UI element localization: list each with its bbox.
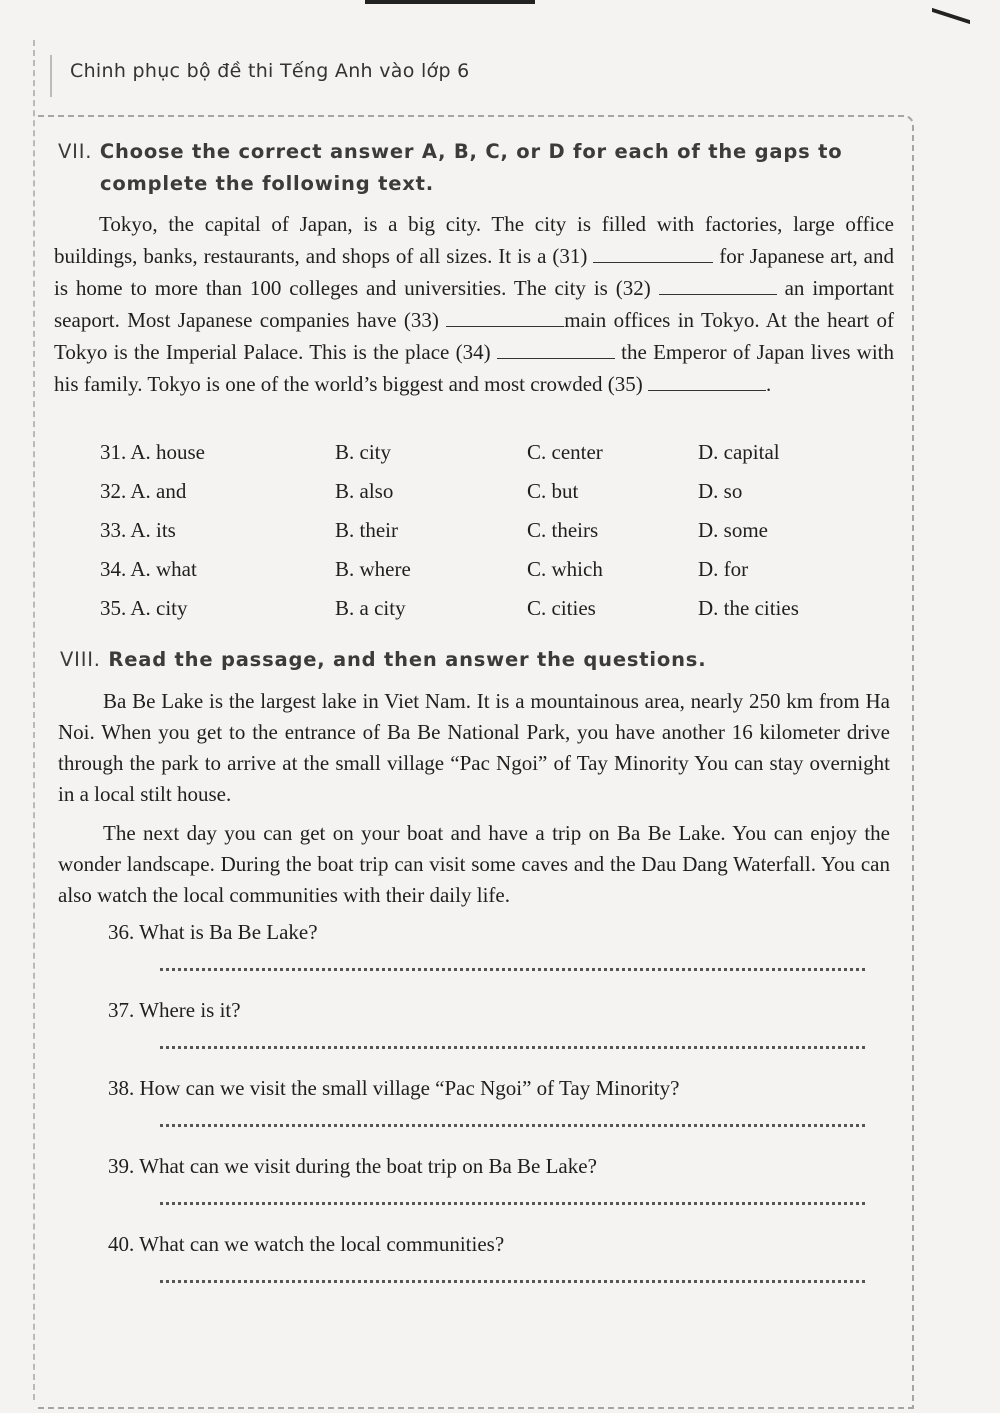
options-row-33 xyxy=(100,518,900,557)
option-a[interactable]: 32. A. and xyxy=(100,479,187,503)
option-b[interactable]: B. where xyxy=(335,557,411,581)
corner-mark xyxy=(932,0,970,24)
passage-paragraph-1: Ba Be Lake is the largest lake in Viet Nam. It is a mountainous area, nearly 250 km from Ha Noi. When you get to the entrance of Ba Be National Park, you have another 16 kilometer drive through the park to arrive at the small village “Pac Ngoi” of Tay Minority You can stay overnight in a local stilt house. xyxy=(58,689,890,806)
question-36 xyxy=(108,920,868,998)
question-39 xyxy=(108,1154,868,1232)
option-d[interactable]: D. so xyxy=(698,479,743,503)
gap-32[interactable] xyxy=(659,276,777,295)
gap-33[interactable] xyxy=(446,308,564,327)
gap-34[interactable] xyxy=(497,340,615,359)
answer-options xyxy=(100,440,900,635)
question-40 xyxy=(108,1232,868,1310)
option-d[interactable]: D. some xyxy=(698,518,768,542)
answer-line[interactable] xyxy=(160,1266,865,1283)
header-divider xyxy=(50,55,52,97)
option-b[interactable]: B. city xyxy=(335,440,391,464)
option-d[interactable]: D. the cities xyxy=(698,596,799,620)
page-top-mark xyxy=(365,0,535,4)
passage-text: Tokyo, the capital of Japan, is a big city. The city is filled with factories, large office buildings, banks, restaurants, and shops of all sizes. It is a (31) xyxy=(54,212,894,268)
answer-line[interactable] xyxy=(160,1110,865,1127)
passage-text: main offices in Tokyo. At the heart of Tokyo is the Imperial Palace. This is the place (34) xyxy=(54,308,894,364)
passage-text: . xyxy=(766,372,772,396)
margin-rule xyxy=(33,40,35,1400)
passage-text: the Emperor of Japan lives with his family. Tokyo is one of the world’s biggest and most crowded (35) xyxy=(54,340,894,396)
option-a[interactable]: 33. A. its xyxy=(100,518,176,542)
ba-be-passage xyxy=(58,686,890,911)
section-8-number: VIII. xyxy=(60,648,101,671)
answer-line[interactable] xyxy=(160,954,865,971)
answer-line[interactable] xyxy=(160,1032,865,1049)
question-37 xyxy=(108,998,868,1076)
section-7-instruction-cont: complete the following text. xyxy=(100,172,434,195)
option-a[interactable]: 35. A. city xyxy=(100,596,188,620)
option-b[interactable]: B. also xyxy=(335,479,394,503)
section-7-heading xyxy=(58,140,894,163)
options-row-31 xyxy=(100,440,900,479)
answer-line[interactable] xyxy=(160,1188,865,1205)
question-text: 36. What is Ba Be Lake? xyxy=(108,920,318,944)
passage-paragraph-2: The next day you can get on your boat and have a trip on Ba Be Lake. You can enjoy the wonder landscape. During the boat trip can visit some caves and the Dau Dang Waterfall. You can also watch the local communities with their daily life. xyxy=(58,821,890,907)
option-c[interactable]: C. which xyxy=(527,557,603,581)
gap-31[interactable] xyxy=(593,244,713,263)
section-8-heading xyxy=(60,648,706,671)
section-7-instruction: Choose the correct answer A, B, C, or D for each of the gaps to xyxy=(99,140,843,163)
section-8-instruction: Read the passage, and then answer the questions. xyxy=(108,648,707,671)
options-row-35 xyxy=(100,596,900,635)
option-b[interactable]: B. their xyxy=(335,518,398,542)
options-row-34 xyxy=(100,557,900,596)
question-text: 37. Where is it? xyxy=(108,998,241,1022)
option-a[interactable]: 31. A. house xyxy=(100,440,205,464)
option-d[interactable]: D. capital xyxy=(698,440,780,464)
question-38 xyxy=(108,1076,868,1154)
question-text: 38. How can we visit the small village “Pac Ngoi” of Tay Minority? xyxy=(108,1076,680,1100)
option-c[interactable]: C. but xyxy=(527,479,579,503)
option-b[interactable]: B. a city xyxy=(335,596,406,620)
question-list xyxy=(108,920,868,1310)
tokyo-passage xyxy=(54,208,894,400)
options-row-32 xyxy=(100,479,900,518)
passage-text: for Japanese art, and is home to more than 100 colleges and universities. The city is (32) xyxy=(54,244,894,300)
book-header-title: Chinh phục bộ đề thi Tếng Anh vào lớp 6 xyxy=(70,60,470,82)
question-text: 39. What can we visit during the boat trip on Ba Be Lake? xyxy=(108,1154,597,1178)
passage-text: an important seaport. Most Japanese companies have (33) xyxy=(54,276,894,332)
option-c[interactable]: C. center xyxy=(527,440,603,464)
question-text: 40. What can we watch the local communities? xyxy=(108,1232,505,1256)
gap-35[interactable] xyxy=(648,372,766,391)
option-d[interactable]: D. for xyxy=(698,557,749,581)
option-c[interactable]: C. cities xyxy=(527,596,596,620)
section-7-number: VII. xyxy=(58,140,93,163)
option-c[interactable]: C. theirs xyxy=(527,518,599,542)
option-a[interactable]: 34. A. what xyxy=(100,557,197,581)
